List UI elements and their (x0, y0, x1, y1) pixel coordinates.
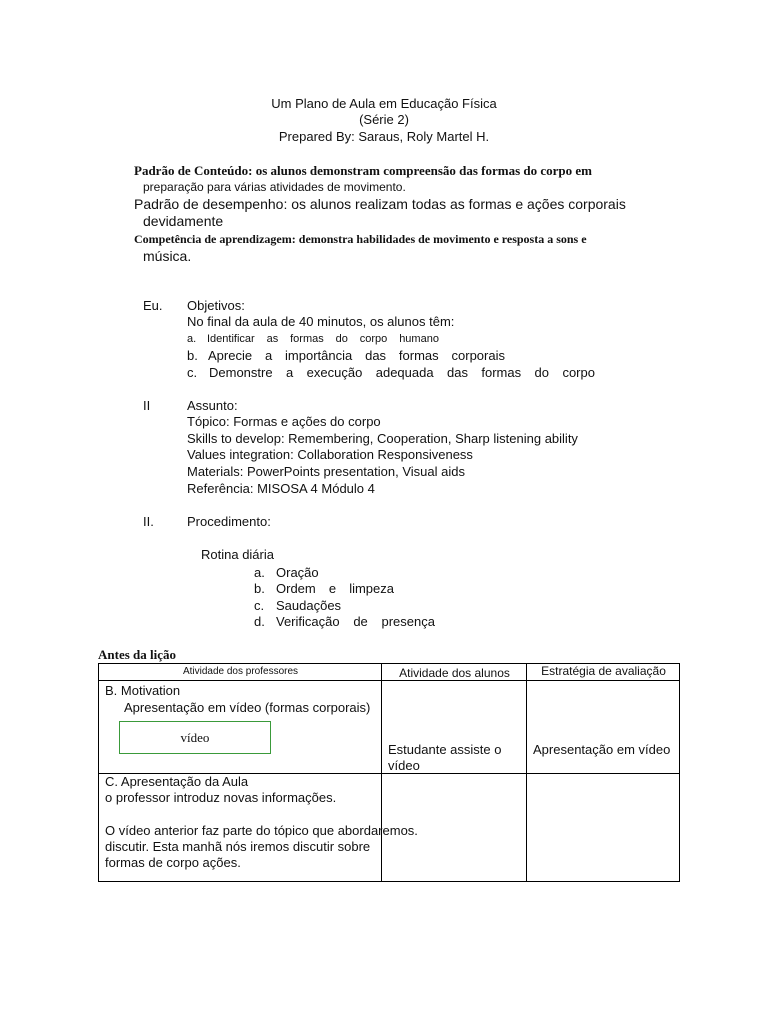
routine-item (276, 614, 435, 630)
table-caption: Antes da lição (98, 647, 176, 662)
objective-word: adequada (375, 365, 434, 380)
student-activity-line: Estudante assiste o (388, 742, 502, 757)
table-cell (99, 681, 382, 774)
learning-competency-label: Competência de aprendizagem: (134, 232, 296, 246)
presentation-line: o professor introduz novas informações. (105, 790, 337, 805)
routine-item (276, 581, 394, 597)
objective-word: das (365, 348, 387, 363)
table-cell (527, 681, 680, 774)
section-numeral: Eu. (143, 298, 163, 313)
presentation-line: O vídeo anterior faz parte do tópico que abordaremos. (105, 823, 418, 838)
objective-item (208, 348, 505, 364)
objective-letter: a. (187, 333, 197, 345)
routine-letter: d. (254, 614, 265, 629)
routine-heading: Rotina diária (201, 547, 274, 562)
objective-letter: b. (187, 348, 198, 363)
subject-line: Materials: PowerPoints presentation, Visual aids (187, 464, 465, 479)
routine-word: limpeza (349, 581, 394, 596)
objective-word: das (447, 365, 468, 380)
table-cell (99, 774, 418, 882)
table-row (99, 681, 680, 774)
routine-letter: c. (254, 598, 265, 613)
table-cell (527, 774, 680, 882)
subject-line: Values integration: Collaboration Responsiveness (187, 447, 473, 462)
objective-word: formas (481, 365, 522, 380)
content-standard (134, 163, 592, 179)
table-header-row (99, 664, 680, 681)
routine-item: Oração (276, 565, 319, 580)
routine-item: Saudações (276, 598, 342, 613)
header-cell (527, 664, 680, 681)
routine-word: Verificação (276, 614, 340, 629)
objective-word: do (335, 333, 348, 345)
presentation-line: formas de corpo ações. (105, 855, 241, 870)
row-title: C. Apresentação da Aula (105, 774, 249, 789)
objective-word: Aprecie (208, 348, 253, 363)
objectives-intro: No final da aula de 40 minutos, os alunos têm: (187, 314, 455, 329)
content-standard-text: os alunos demonstram compreensão das formas do corpo em (252, 163, 593, 178)
objective-word: a (264, 348, 273, 363)
objective-word: corpo (359, 333, 388, 345)
objective-word: as (266, 333, 279, 345)
presentation-line: discutir. Esta manhã nós iremos discutir sobre (105, 839, 371, 854)
objective-word: corpo (562, 365, 595, 380)
routine-letter: a. (254, 565, 265, 580)
subject-line: Tópico: Formas e ações do corpo (187, 414, 381, 429)
section-numeral: II (143, 398, 151, 413)
document-author: Prepared By: Saraus, Roly Martel H. (278, 129, 490, 144)
routine-letter: b. (254, 581, 265, 596)
video-box[interactable]: vídeo (119, 721, 271, 754)
student-activity-line: vídeo (388, 758, 420, 773)
section-heading: Assunto: (187, 398, 238, 413)
objective-word: do (534, 365, 550, 380)
objective-word: a (286, 365, 294, 380)
objective-letter: c. (187, 365, 198, 380)
document-title: Um Plano de Aula em Educação Física (271, 96, 497, 111)
objective-word: corporais (451, 348, 505, 363)
evaluation-text: Apresentação em vídeo (533, 742, 671, 757)
routine-word: presença (381, 614, 435, 629)
objective-word: execução (306, 365, 363, 380)
table-cell (382, 681, 527, 774)
objective-item (207, 331, 439, 347)
header-evaluation: Estratégia de avaliação (541, 664, 666, 678)
section-numeral: II. (143, 514, 154, 529)
header-cell (99, 664, 382, 681)
content-standard-continuation: preparação para várias atividades de movimento. (143, 180, 406, 194)
row-title: B. Motivation (105, 683, 181, 698)
performance-standard-continuation: devidamente (143, 213, 224, 229)
learning-competency (134, 231, 587, 247)
objective-word: formas (290, 333, 324, 345)
row-subtitle: Apresentação em vídeo (formas corporais) (124, 700, 371, 715)
learning-competency-text: demonstra habilidades de movimento e resposta a sons e (295, 232, 587, 246)
routine-word: Ordem (276, 581, 316, 596)
header-teacher-activity: Atividade dos professores (182, 666, 299, 677)
routine-word: de (353, 614, 368, 629)
subject-line: Referência: MISOSA 4 Módulo 4 (187, 481, 375, 496)
learning-competency-continuation: música. (143, 248, 192, 264)
objective-item (209, 365, 595, 381)
subject-line: Skills to develop: Remembering, Cooperation, Sharp listening ability (187, 431, 578, 446)
section-heading: Procedimento: (187, 514, 271, 529)
objective-word: humano (399, 333, 439, 345)
objective-word: Identificar (207, 333, 255, 345)
objective-word: importância (285, 348, 353, 363)
lesson-table (98, 663, 680, 882)
header-cell (382, 664, 527, 681)
routine-word: e (328, 581, 337, 596)
table-row (99, 774, 680, 882)
performance-standard: Padrão de desempenho: os alunos realizam todas as formas e ações corporais (134, 196, 626, 212)
header-student-activity: Atividade dos alunos (399, 666, 510, 680)
content-standard-label: Padrão de Conteúdo: (134, 163, 253, 178)
objective-word: formas (398, 348, 439, 363)
section-heading: Objetivos: (187, 298, 245, 313)
objective-word: Demonstre (209, 365, 273, 380)
document-series: (Série 2) (359, 112, 409, 127)
